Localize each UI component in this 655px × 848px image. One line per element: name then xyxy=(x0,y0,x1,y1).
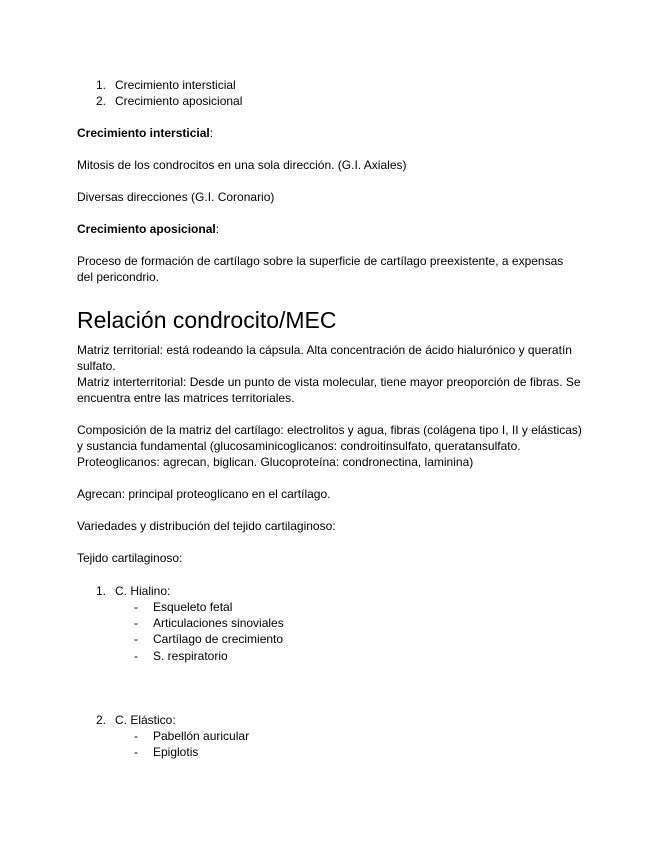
sub-list-text: Cartílago de crecimiento xyxy=(153,632,284,646)
paragraph-directions: Diversas direcciones (G.I. Coronario) xyxy=(77,190,275,204)
dash-bullet: - xyxy=(134,649,138,663)
section-title-aposicional xyxy=(77,221,582,237)
paragraph-tejido: Tejido cartilaginoso: xyxy=(77,551,183,565)
list-number: 2. xyxy=(96,713,107,727)
sub-list-text: Articulaciones sinoviales xyxy=(153,616,284,630)
paragraph-matriz-interterritorial: Matriz interterritorial: Desde un punto de vista molecular, tiene mayor preoporción de fibras. Se encuentra entre las matrices territoriales. xyxy=(77,375,581,405)
dash-bullet: - xyxy=(134,616,138,630)
paragraph-matriz-territorial: Matriz territorial: está rodeando la cápsula. Alta concentración de ácido hialurónico y queratín sulfato. xyxy=(77,343,572,373)
paragraph-mitosis: Mitosis de los condrocitos en una sola dirección. (G.I. Axiales) xyxy=(77,158,407,172)
paragraph-proteoglicanos: Proteoglicanos: agrecan, biglican. Glucoproteína: condronectina, laminina) xyxy=(77,455,474,469)
section-title-intersticial xyxy=(77,125,582,141)
list-item-text: C. Elástico: xyxy=(115,713,176,727)
paragraph-agrecan: Agrecan: principal proteoglicano en el cartílago. xyxy=(77,487,331,501)
sub-list-text: S. respiratorio xyxy=(153,649,228,663)
bold-title: Crecimiento aposicional xyxy=(77,222,216,236)
dash-bullet: - xyxy=(134,745,138,759)
dash-bullet: - xyxy=(134,729,138,743)
paragraph-proceso: Proceso de formación de cartílago sobre la superficie de cartílago preexistente, a expensas del pericondrio. xyxy=(77,254,564,284)
section-heading: Relación condrocito/MEC xyxy=(77,307,337,333)
list-number: 2. xyxy=(96,94,107,108)
sub-list-text: Epiglotis xyxy=(153,745,199,759)
dash-bullet: - xyxy=(134,600,138,614)
title-colon: : xyxy=(209,126,214,140)
list-item-text: Crecimiento aposicional xyxy=(115,94,243,108)
title-colon: : xyxy=(215,222,220,236)
list-number: 1. xyxy=(96,584,107,598)
dash-bullet: - xyxy=(134,632,138,646)
list-item-text: Crecimiento intersticial xyxy=(115,78,236,92)
sub-list-text: Pabellón auricular xyxy=(153,729,250,743)
sub-list-text: Esqueleto fetal xyxy=(153,600,233,614)
paragraph-composicion: Composición de la matriz del cartílago: electrolitos y agua, fibras (colágena tipo I, II y elásticas) y sustancia fundamental (glucosaminicoglicanos: condroitinsulfato, queratansulfato. xyxy=(77,423,582,453)
bold-title: Crecimiento intersticial xyxy=(77,126,210,140)
paragraph-variedades: Variedades y distribución del tejido cartilaginoso: xyxy=(77,519,336,533)
list-number: 1. xyxy=(96,78,107,92)
list-item-text: C. Hialino: xyxy=(115,584,171,598)
